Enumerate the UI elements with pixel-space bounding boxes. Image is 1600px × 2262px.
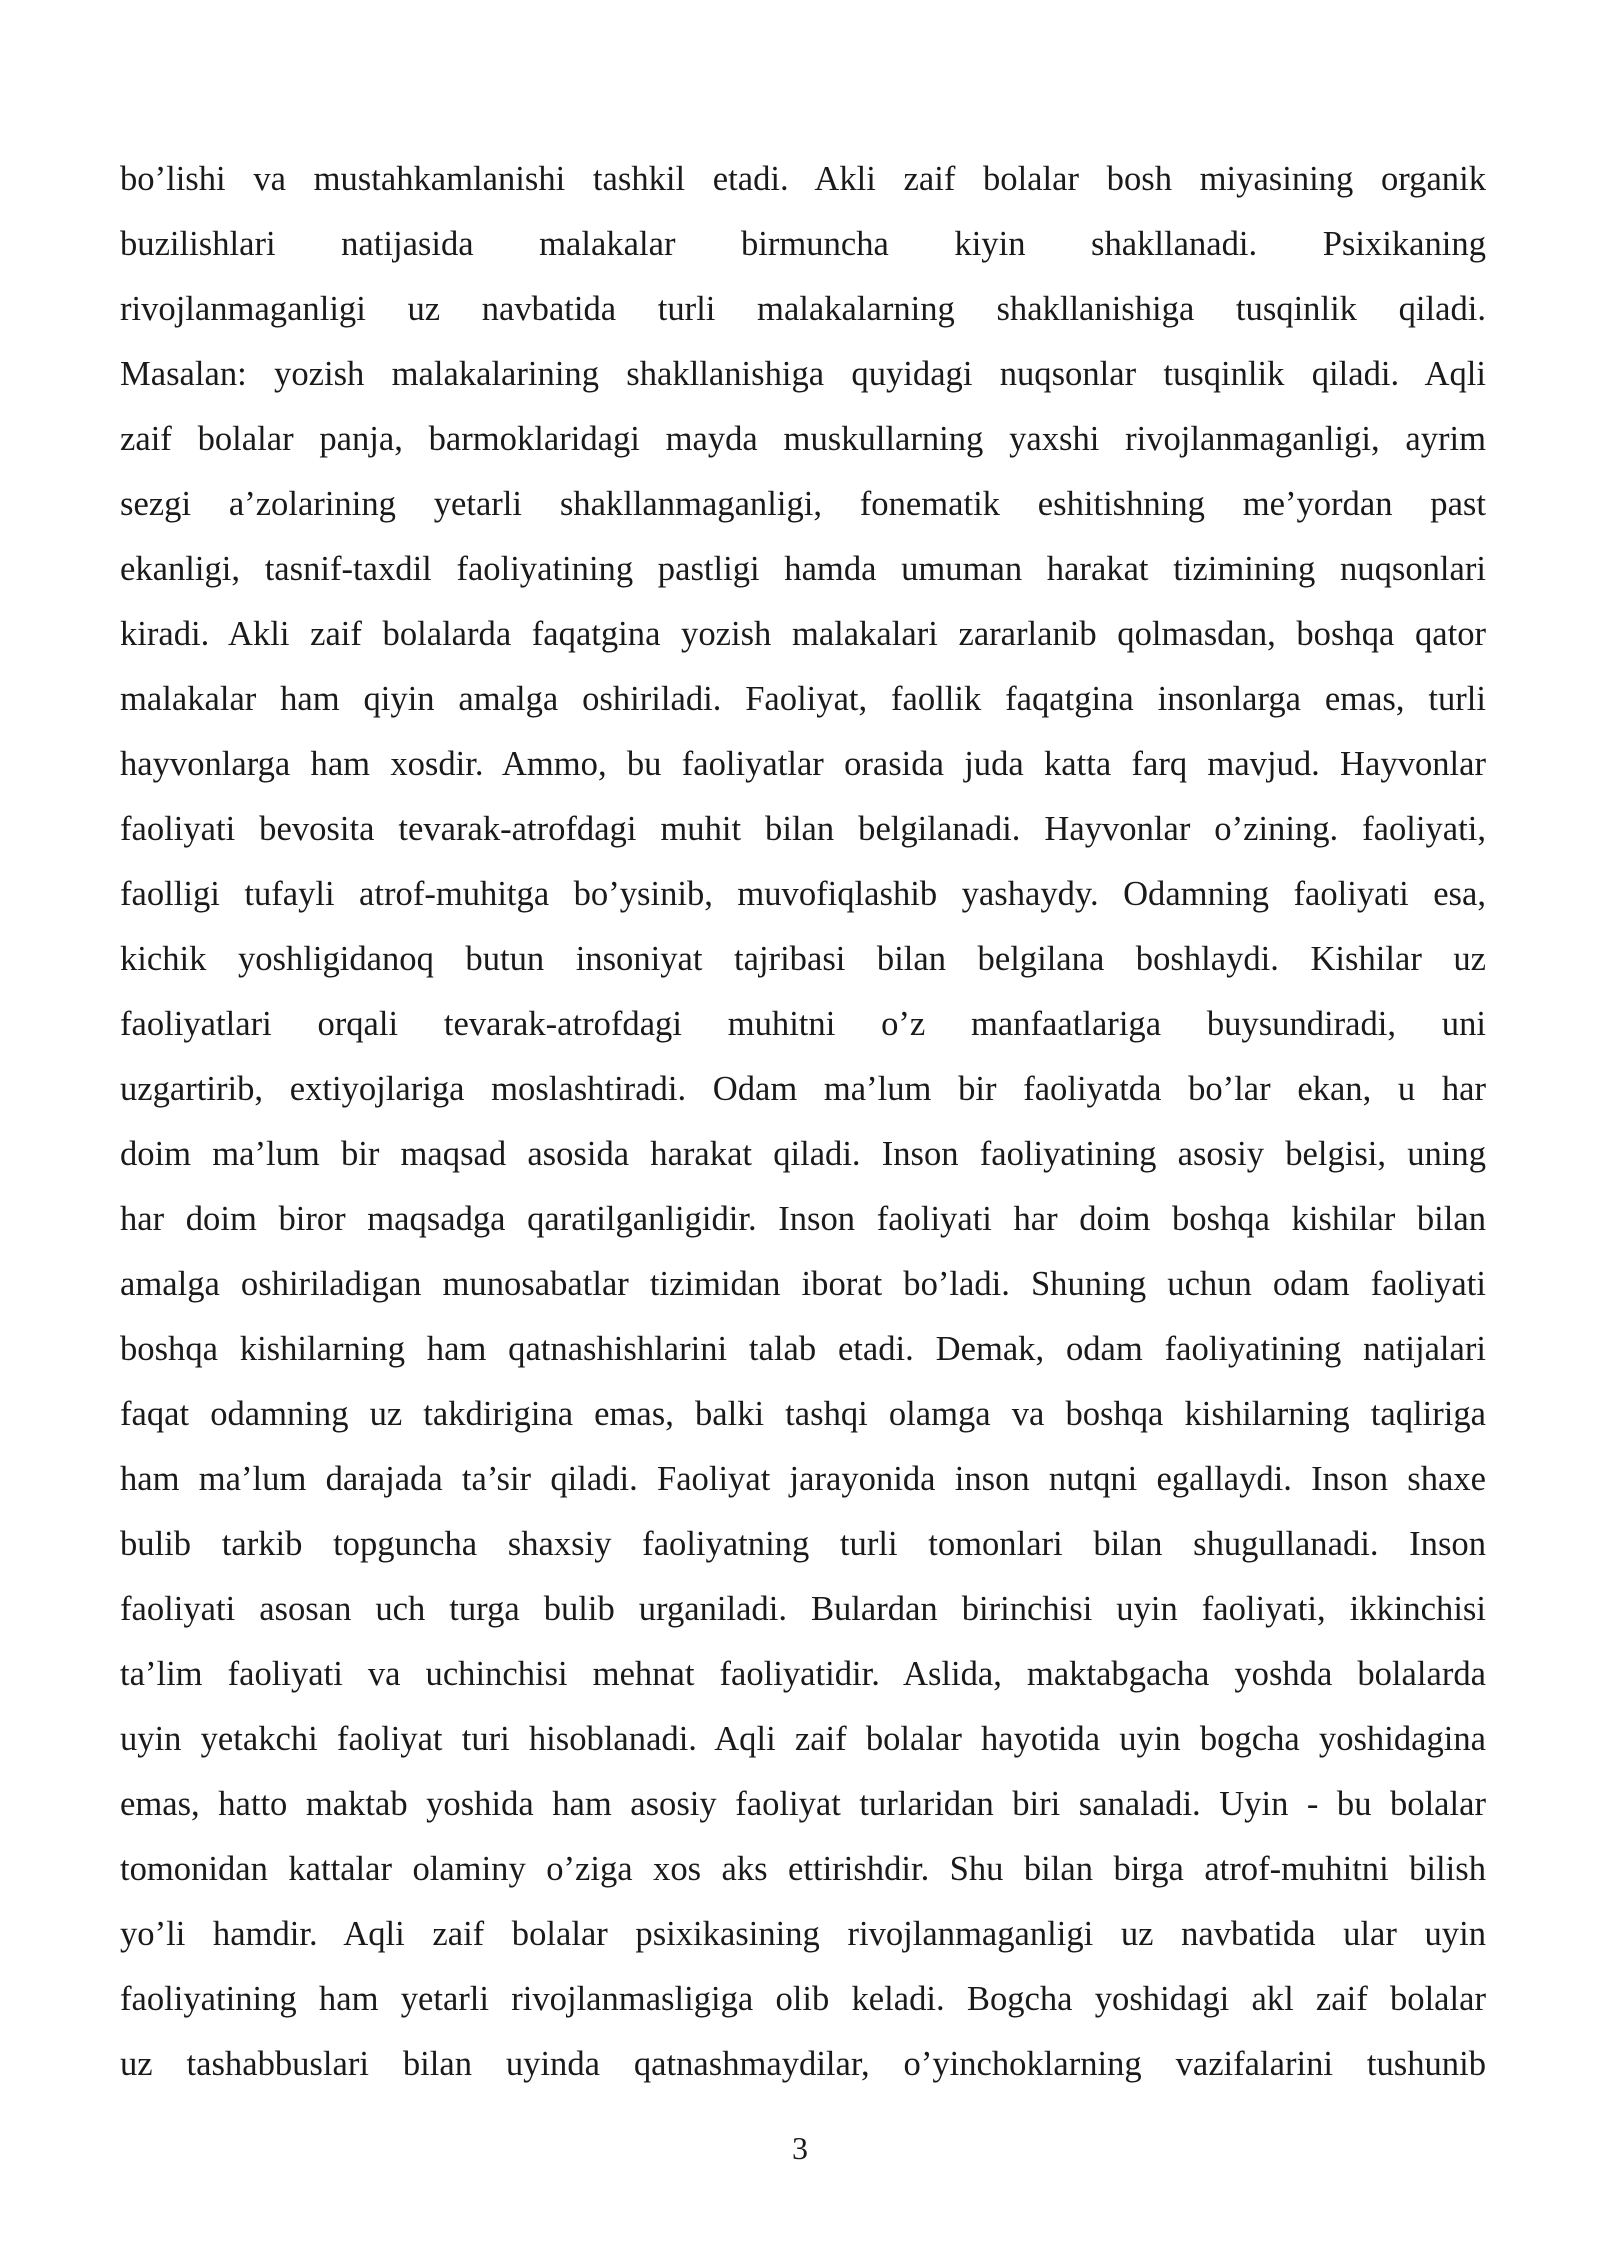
text-line: sezgi a’zolarining yetarli shakllanmaganligi, fonematik eshitishning me’yordan past	[120, 485, 1486, 523]
text-line: faoliyatlari orqali tevarak-atrofdagi muhitni o’z manfaatlariga buysundiradi, uni	[120, 1005, 1486, 1043]
text-line: doim ma’lum bir maqsad asosida harakat qiladi. Inson faoliyatining asosiy belgisi, uning	[120, 1135, 1486, 1173]
text-line: kichik yoshligidanoq butun insoniyat tajribasi bilan belgilana boshlaydi. Kishilar uz	[120, 940, 1486, 978]
text-line: buzilishlari natijasida malakalar birmuncha kiyin shakllanadi. Psixikaning	[120, 225, 1486, 263]
text-line: malakalar ham qiyin amalga oshiriladi. Faoliyat, faollik faqatgina insonlarga emas, turli	[120, 680, 1486, 718]
text-line: kiradi. Akli zaif bolalarda faqatgina yozish malakalari zararlanib qolmasdan, boshqa qator	[120, 615, 1486, 653]
text-line: ham ma’lum darajada ta’sir qiladi. Faoliyat jarayonida inson nutqni egallaydi. Inson shaxe	[120, 1460, 1486, 1498]
text-line: faqat odamning uz takdirigina emas, balki tashqi olamga va boshqa kishilarning taqliriga	[120, 1395, 1486, 1433]
text-line: har doim biror maqsadga qaratilganligidir. Inson faoliyati har doim boshqa kishilar bilan	[120, 1200, 1486, 1238]
text-line: faolligi tufayli atrof-muhitga bo’ysinib, muvofiqlashib yashaydy. Odamning faoliyati esa,	[120, 875, 1486, 913]
text-line: amalga oshiriladigan munosabatlar tizimidan iborat bo’ladi. Shuning uchun odam faoliyati	[120, 1265, 1486, 1303]
page-number: 3	[792, 2130, 808, 2166]
text-line: uz tashabbuslari bilan uyinda qatnashmaydilar, o’yinchoklarning vazifalarini tushunib	[120, 2045, 1486, 2083]
text-line: uyin yetakchi faoliyat turi hisoblanadi. Aqli zaif bolalar hayotida uyin bogcha yoshidagina	[120, 1720, 1486, 1758]
text-line: uzgartirib, extiyojlariga moslashtiradi. Odam ma’lum bir faoliyatda bo’lar ekan, u har	[120, 1070, 1486, 1108]
text-line: ta’lim faoliyati va uchinchisi mehnat faoliyatidir. Aslida, maktabgacha yoshda bolalarda	[120, 1655, 1486, 1693]
text-line: boshqa kishilarning ham qatnashishlarini talab etadi. Demak, odam faoliyatining natijalari	[120, 1330, 1486, 1368]
text-line: faoliyati asosan uch turga bulib urganiladi. Bulardan birinchisi uyin faoliyati, ikkinchisi	[120, 1590, 1486, 1628]
text-line: faoliyatining ham yetarli rivojlanmasligiga olib keladi. Bogcha yoshidagi akl zaif bolalar	[120, 1980, 1486, 2018]
text-line: ekanligi, tasnif-taxdil faoliyatining pastligi hamda umuman harakat tizimining nuqsonlari	[120, 550, 1486, 588]
text-line: faoliyati bevosita tevarak-atrofdagi muhit bilan belgilanadi. Hayvonlar o’zining. faoliyati,	[120, 810, 1486, 848]
text-line: bulib tarkib topguncha shaxsiy faoliyatning turli tomonlari bilan shugullanadi. Inson	[120, 1525, 1486, 1563]
body-text	[120, 147, 1486, 2097]
text-line: rivojlanmaganligi uz navbatida turli malakalarning shakllanishiga tusqinlik qiladi.	[120, 290, 1486, 328]
text-line: tomonidan kattalar olaminy o’ziga xos aks ettirishdir. Shu bilan birga atrof-muhitni bilish	[120, 1850, 1486, 1888]
text-line: emas, hatto maktab yoshida ham asosiy faoliyat turlaridan biri sanaladi. Uyin - bu bolalar	[120, 1785, 1486, 1823]
text-line: bo’lishi va mustahkamlanishi tashkil etadi. Akli zaif bolalar bosh miyasining organik	[120, 160, 1486, 198]
text-line: Masalan: yozish malakalarining shakllanishiga quyidagi nuqsonlar tusqinlik qiladi. Aqli	[120, 355, 1486, 393]
text-line: zaif bolalar panja, barmoklaridagi mayda muskullarning yaxshi rivojlanmaganligi, ayrim	[120, 420, 1486, 458]
text-line: yo’li hamdir. Aqli zaif bolalar psixikasining rivojlanmaganligi uz navbatida ular uyin	[120, 1915, 1486, 1953]
text-line: hayvonlarga ham xosdir. Ammo, bu faoliyatlar orasida juda katta farq mavjud. Hayvonlar	[120, 745, 1486, 783]
